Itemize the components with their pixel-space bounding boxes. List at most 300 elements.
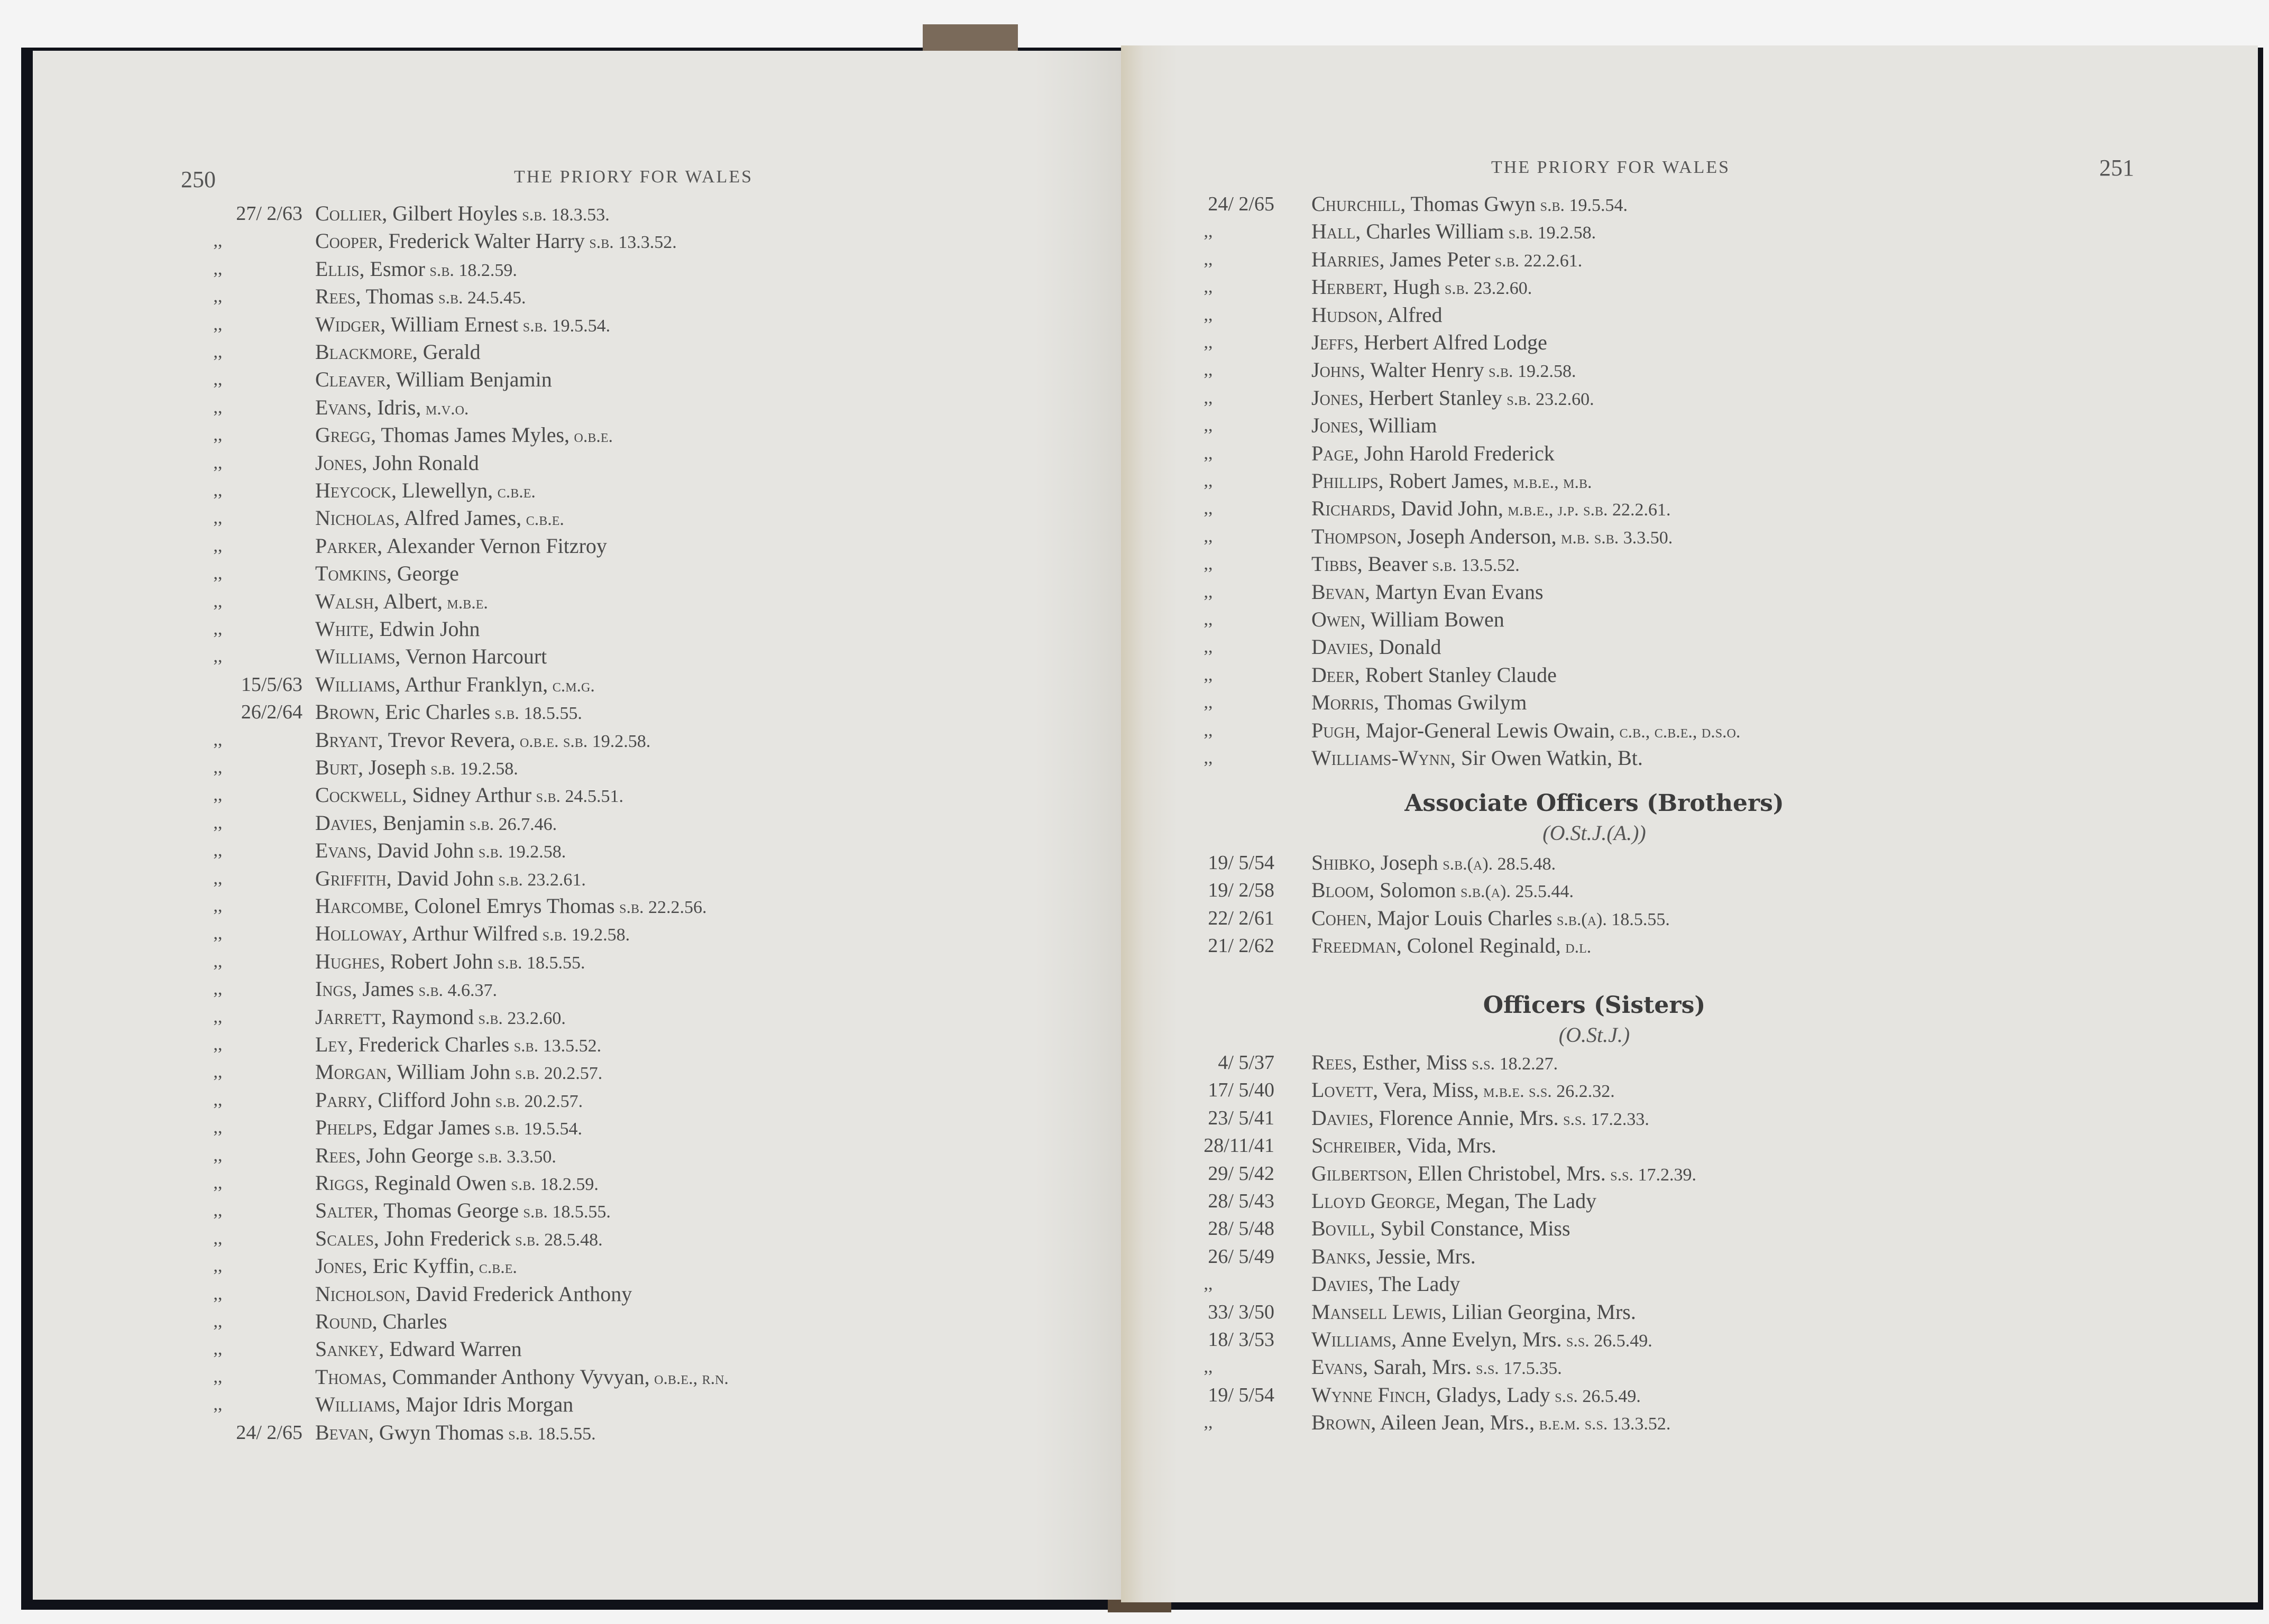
ditto-mark: ,, <box>213 1256 223 1276</box>
entry-honours: s.s. 17.2.39. <box>1605 1165 1696 1185</box>
entry-surname: Brown, <box>1311 1410 1376 1435</box>
ditto-mark: ,, <box>1204 360 1213 380</box>
entry-given-names: Clifford John <box>372 1087 491 1112</box>
entry-name <box>1311 1076 1615 1105</box>
entry-surname: Jones, <box>1311 413 1364 438</box>
ditto-mark: ,, <box>1204 277 1213 297</box>
entry-name <box>1311 578 1544 607</box>
entry-surname: Phelps, <box>315 1115 378 1140</box>
entry-given-names: Donald <box>1373 635 1441 659</box>
entry-surname: Cooper, <box>315 229 383 253</box>
entry-honours: s.b. 22.2.56. <box>614 898 707 917</box>
entry-given-names: Albert, <box>379 589 443 613</box>
entry-date: 19/ 2/58 <box>1208 879 1274 902</box>
entry-surname: Hughes, <box>315 949 385 973</box>
entry-honours: s.b. 19.2.58. <box>1484 362 1576 382</box>
entry-name <box>315 892 706 921</box>
entry-name <box>315 1225 603 1254</box>
entry-given-names: Vera, Miss, <box>1378 1078 1479 1102</box>
entry-honours: s.b. 18.3.53. <box>517 205 610 225</box>
ditto-mark: ,, <box>1204 1413 1213 1433</box>
ditto-mark: ,, <box>213 564 223 584</box>
entry-surname: Phillips, <box>1311 469 1384 493</box>
entry-name <box>1311 932 1591 961</box>
entry-name <box>315 366 552 395</box>
entry-given-names: Ellen Christobel, Mrs. <box>1412 1161 1606 1185</box>
entry-honours: m.b. s.b. 3.3.50. <box>1556 528 1673 548</box>
entry-surname: Harcombe, <box>315 894 409 918</box>
entry-surname: Williams, <box>315 1392 401 1417</box>
entry-given-names: Thomas <box>361 284 434 309</box>
entry-date: 26/2/64 <box>241 701 302 724</box>
entry-date: 22/ 2/61 <box>1208 907 1274 929</box>
entry-given-names: Major Idris Morgan <box>400 1392 574 1417</box>
entry-given-names: The Lady <box>1373 1272 1460 1296</box>
entry-honours: s.b. 19.2.58. <box>426 759 518 779</box>
entry-given-names: Walter Henry <box>1365 358 1484 382</box>
entry-given-names: Sarah, Mrs. <box>1368 1355 1472 1379</box>
entry-surname: Page, <box>1311 441 1359 465</box>
entry-name <box>315 837 566 866</box>
entry-surname: Bovill, <box>1311 1216 1375 1241</box>
entry-given-names: Megan, The Lady <box>1440 1189 1597 1213</box>
ditto-mark: ,, <box>213 1395 223 1415</box>
entry-surname: Wynne Finch, <box>1311 1382 1431 1407</box>
entry-surname: Gilbertson, <box>1311 1161 1413 1185</box>
ditto-mark: ,, <box>1204 665 1213 685</box>
entry-date: 33/ 3/50 <box>1208 1300 1274 1323</box>
ditto-mark: ,, <box>213 370 223 390</box>
entry-name <box>1311 523 1673 552</box>
entry-honours: s.b. 20.2.57. <box>510 1064 603 1084</box>
entry-surname: Johns, <box>1311 358 1365 382</box>
entry-honours: s.s. 18.2.27. <box>1467 1054 1558 1074</box>
entry-name <box>1311 440 1555 469</box>
entry-name <box>315 948 585 977</box>
entry-given-names: Joseph Anderson, <box>1402 524 1557 548</box>
entry-surname: Gregg, <box>315 423 376 447</box>
entry-honours: c.b.e. <box>521 510 564 530</box>
entry-honours: m.v.o. <box>421 399 469 419</box>
entry-given-names: Sidney Arthur <box>407 783 532 807</box>
entry-surname: Round, <box>315 1309 378 1333</box>
entry-name <box>315 532 607 561</box>
entry-name <box>315 1086 583 1115</box>
entry-given-names: Trevor Revera, <box>383 727 516 752</box>
entry-surname: Thompson, <box>1311 524 1402 548</box>
entry-given-names: Vida, Mrs. <box>1401 1133 1496 1158</box>
entry-honours: m.b.e. <box>442 593 488 613</box>
ditto-mark: ,, <box>1204 471 1213 491</box>
sisters-section-title: Officers (Sisters) <box>1483 992 1706 1019</box>
entry-surname: Evans, <box>315 838 372 863</box>
associate-section-title: Associate Officers (Brothers) <box>1404 790 1784 817</box>
entry-given-names: Robert Stanley Claude <box>1359 662 1557 687</box>
entry-honours: s.b. 18.5.55. <box>503 1424 596 1444</box>
entry-name <box>315 615 480 644</box>
entry-honours: s.b. 26.7.46. <box>465 814 557 834</box>
ditto-mark: ,, <box>1204 610 1213 629</box>
entry-surname: Banks, <box>1311 1244 1371 1268</box>
entry-date: 27/ 2/63 <box>236 202 302 225</box>
entry-surname: Hudson, <box>1311 302 1383 327</box>
entry-date: 4/ 5/37 <box>1218 1051 1274 1074</box>
entry-honours: s.s. 17.5.35. <box>1471 1359 1562 1379</box>
entry-name <box>315 588 488 617</box>
entry-honours: s.b. 13.3.52. <box>584 233 677 253</box>
entry-name <box>315 394 469 423</box>
entry-name <box>315 865 586 894</box>
entry-given-names: William Ernest <box>385 312 519 336</box>
entry-given-names: George <box>391 561 459 586</box>
entry-name <box>315 255 517 284</box>
entry-given-names: Robert James, <box>1383 469 1509 493</box>
entry-name <box>315 338 481 367</box>
entry-name <box>315 1252 517 1281</box>
ditto-mark: ,, <box>213 979 223 999</box>
entry-surname: Griffith, <box>315 866 392 890</box>
entry-given-names: Alfred James, <box>400 506 522 530</box>
entry-surname: Bevan, <box>1311 579 1370 604</box>
entry-given-names: Frederick Walter Harry <box>383 229 585 253</box>
entry-date: 19/ 5/54 <box>1208 852 1274 874</box>
entry-name <box>1311 1215 1570 1244</box>
entry-given-names: Jessie, Mrs. <box>1371 1244 1476 1268</box>
entry-honours: s.b. 24.5.51. <box>531 787 623 807</box>
entry-honours: s.b. 18.5.55. <box>519 1202 611 1222</box>
entry-surname: Holloway, <box>315 921 408 946</box>
entry-name <box>1311 1104 1649 1133</box>
entry-surname: Morgan, <box>315 1060 392 1084</box>
entry-honours: c.b., c.b.e., d.s.o. <box>1615 722 1741 742</box>
entry-surname: Brown, <box>315 700 380 724</box>
entry-surname: Herbert, <box>1311 275 1388 299</box>
entry-surname: Lloyd George, <box>1311 1189 1441 1213</box>
entry-name <box>1311 301 1443 330</box>
entry-given-names: David John <box>391 866 494 890</box>
entry-name <box>1311 717 1740 746</box>
entry-date: 18/ 3/53 <box>1208 1328 1274 1351</box>
ditto-mark: ,, <box>213 397 223 417</box>
entry-surname: Lovett, <box>1311 1078 1379 1102</box>
ditto-mark: ,, <box>213 1145 223 1165</box>
entry-name <box>1311 849 1556 878</box>
ditto-mark: ,, <box>213 591 223 611</box>
entry-honours: s.b. 19.2.58. <box>1504 223 1596 243</box>
entry-name <box>1311 1353 1562 1382</box>
entry-surname: Harries, <box>1311 247 1385 271</box>
ditto-mark: ,, <box>213 1339 223 1359</box>
entry-surname: Ings, <box>315 977 357 1001</box>
ditto-mark: ,, <box>213 1312 223 1331</box>
entry-date: 28/ 5/43 <box>1208 1190 1274 1212</box>
entry-date: 28/11/41 <box>1204 1134 1274 1157</box>
entry-name <box>315 477 536 506</box>
ditto-mark: ,, <box>1204 1274 1213 1294</box>
entry-honours: s.b. 4.6.37. <box>414 981 497 1001</box>
entry-honours: s.b. 23.2.60. <box>1502 389 1594 409</box>
ditto-mark: ,, <box>1204 1357 1213 1377</box>
entry-honours: s.b. 13.5.52. <box>1427 556 1520 576</box>
entry-name <box>315 671 595 700</box>
entry-name <box>315 1114 582 1143</box>
entry-surname: Owen, <box>1311 607 1366 631</box>
entry-surname: Sankey, <box>315 1337 384 1361</box>
entry-name <box>315 449 479 478</box>
entry-given-names: Beaver <box>1362 552 1428 576</box>
entry-surname: Jones, <box>315 450 368 475</box>
sisters-section-subtitle: (O.St.J.) <box>1558 1023 1630 1047</box>
entry-given-names: Lilian Georgina, Mrs. <box>1446 1299 1636 1324</box>
entry-name <box>1311 905 1670 934</box>
entry-surname: Bevan, <box>315 1420 374 1444</box>
entry-honours: c.b.e. <box>493 482 536 502</box>
entry-name <box>1311 495 1670 524</box>
entry-surname: Jarrett, <box>315 1004 387 1029</box>
entry-given-names: Herbert Stanley <box>1363 385 1502 410</box>
entry-name <box>315 311 610 340</box>
entry-date: 26/ 5/49 <box>1208 1245 1274 1268</box>
entry-name <box>1311 606 1504 635</box>
entry-date: 24/ 2/65 <box>1208 193 1274 215</box>
entry-date: 23/ 5/41 <box>1208 1106 1274 1129</box>
entry-name <box>1311 1381 1641 1410</box>
entry-given-names: Esmor <box>364 256 425 281</box>
entry-surname: Heycock, <box>315 478 397 502</box>
ditto-mark: ,, <box>213 342 223 362</box>
entry-given-names: John Frederick <box>379 1226 511 1250</box>
ditto-mark: ,, <box>213 425 223 445</box>
ditto-mark: ,, <box>213 813 223 833</box>
entry-given-names: Thomas Gwilym <box>1379 690 1527 715</box>
entry-given-names: Alfred <box>1383 302 1443 327</box>
entry-surname: Freedman, <box>1311 934 1402 958</box>
entry-surname: Riggs, <box>315 1171 370 1195</box>
entry-surname: Davies, <box>1311 1105 1374 1130</box>
entry-name <box>1311 1326 1652 1355</box>
entry-honours: s.b. 23.2.60. <box>474 1008 566 1028</box>
ditto-mark: ,, <box>213 508 223 528</box>
entry-name <box>315 698 582 727</box>
entry-given-names: Sybil Constance, Miss <box>1375 1216 1570 1241</box>
ditto-mark: ,, <box>213 1118 223 1138</box>
entry-given-names: Herbert Alfred Lodge <box>1358 330 1547 354</box>
entry-given-names: Arthur Wilfred <box>407 921 538 946</box>
entry-honours: s.b. 18.5.55. <box>490 704 582 724</box>
entry-name <box>1311 744 1643 773</box>
entry-honours: s.s. 17.2.33. <box>1558 1109 1649 1129</box>
entry-given-names: Joseph <box>1375 851 1438 874</box>
entry-surname: Walsh, <box>315 589 379 613</box>
entry-surname: Tibbs, <box>1311 552 1363 576</box>
entry-name <box>1311 246 1582 275</box>
entry-surname: Widger, <box>315 312 386 336</box>
entry-honours: s.b. 22.2.61. <box>1490 251 1583 271</box>
entry-given-names: Edgar James <box>377 1115 491 1140</box>
entry-name <box>315 643 547 672</box>
entry-given-names: James Peter <box>1384 247 1491 271</box>
entry-given-names: Llewellyn, <box>397 478 493 502</box>
running-head-left: THE PRIORY FOR WALES <box>514 167 753 187</box>
ditto-mark: ,, <box>213 924 223 944</box>
entry-given-names: Thomas James Myles, <box>376 423 570 447</box>
entry-surname: Hall, <box>1311 219 1361 244</box>
ditto-mark: ,, <box>213 1062 223 1082</box>
entry-name <box>315 1142 556 1171</box>
entry-date: 15/5/63 <box>241 673 302 696</box>
ditto-mark: ,, <box>213 1035 223 1054</box>
entry-name <box>1311 689 1527 718</box>
entry-given-names: Alexander Vernon Fitzroy <box>382 533 607 558</box>
entry-surname: Williams-Wynn, <box>1311 746 1456 770</box>
entry-honours: s.b.(a). 18.5.55. <box>1552 909 1670 929</box>
entry-given-names: William Benjamin <box>391 367 552 392</box>
entry-given-names: Thomas Gwyn <box>1406 192 1536 216</box>
entry-name <box>1311 1049 1558 1078</box>
ditto-mark: ,, <box>213 841 223 861</box>
entry-surname: Parry, <box>315 1087 373 1112</box>
entry-honours: s.s. 26.5.49. <box>1561 1331 1652 1351</box>
entry-surname: Ellis, <box>315 256 365 281</box>
entry-surname: Blackmore, <box>315 340 418 364</box>
entry-honours: s.s. 26.5.49. <box>1550 1386 1641 1406</box>
left-page <box>33 51 1122 1600</box>
entry-honours: d.l. <box>1560 937 1592 957</box>
entry-surname: Schreiber, <box>1311 1133 1402 1158</box>
ditto-mark: ,, <box>213 536 223 556</box>
entry-name <box>315 560 459 589</box>
entry-surname: Collier, <box>315 201 388 225</box>
entry-given-names: Colonel Emrys Thomas <box>409 894 615 918</box>
entry-given-names: William <box>1363 413 1437 438</box>
ditto-mark: ,, <box>213 619 223 639</box>
entry-surname: Rees, <box>315 1143 361 1167</box>
ditto-mark: ,, <box>1204 582 1213 602</box>
entry-honours: s.b. 24.5.45. <box>434 288 526 308</box>
entry-date: 24/ 2/65 <box>236 1421 302 1444</box>
ditto-mark: ,, <box>1204 554 1213 574</box>
entry-honours: s.b. 18.2.59. <box>425 260 517 280</box>
entry-name <box>1311 329 1547 358</box>
ditto-mark: ,, <box>213 453 223 473</box>
entry-honours: s.b. 3.3.50. <box>473 1147 556 1167</box>
entry-surname: Williams, <box>315 644 401 669</box>
entry-surname: Ley, <box>315 1032 353 1056</box>
ditto-mark: ,, <box>213 951 223 971</box>
entry-name <box>1311 1243 1476 1272</box>
entry-given-names: Gerald <box>417 340 481 364</box>
entry-name <box>315 1363 729 1392</box>
entry-surname: Cockwell, <box>315 783 407 807</box>
ditto-mark: ,, <box>1204 526 1213 546</box>
entry-name <box>1311 633 1441 662</box>
entry-given-names: Reginald Owen <box>369 1171 507 1195</box>
entry-honours: b.e.m. s.s. 13.3.52. <box>1535 1414 1671 1434</box>
entry-given-names: Benjamin <box>377 810 465 835</box>
entry-surname: Burt, <box>315 755 363 779</box>
entry-name <box>315 1391 573 1420</box>
ditto-mark: ,, <box>213 647 223 667</box>
ditto-mark: ,, <box>213 1201 223 1221</box>
ditto-mark: ,, <box>213 1284 223 1304</box>
ditto-mark: ,, <box>1204 222 1213 242</box>
entry-surname: Davies, <box>1311 635 1374 659</box>
entry-given-names: Joseph <box>363 755 426 779</box>
ditto-mark: ,, <box>213 785 223 805</box>
entry-name <box>315 1308 447 1337</box>
entry-name <box>315 1169 599 1198</box>
entry-given-names: Solomon <box>1374 878 1456 902</box>
book-spine-top <box>923 24 1018 51</box>
ditto-mark: ,, <box>213 259 223 279</box>
entry-given-names: Gilbert Hoyles <box>387 201 518 225</box>
entry-surname: Williams, <box>315 672 401 696</box>
entry-honours: s.b.(a). 25.5.44. <box>1456 882 1574 902</box>
ditto-mark: ,, <box>213 730 223 750</box>
entry-date: 21/ 2/62 <box>1208 935 1274 957</box>
entry-name <box>1311 218 1596 247</box>
entry-given-names: James <box>357 977 415 1001</box>
entry-name <box>315 809 557 838</box>
entry-surname: Bloom, <box>1311 878 1375 902</box>
entry-given-names: Edwin John <box>374 617 480 641</box>
ditto-mark: ,, <box>1204 387 1213 408</box>
entry-surname: Davies, <box>315 810 378 835</box>
entry-given-names: Gladys, Lady <box>1431 1382 1550 1407</box>
entry-surname: Nicholas, <box>315 506 400 530</box>
entry-name <box>315 726 650 755</box>
entry-given-names: Idris, <box>372 395 421 419</box>
entry-given-names: Charles <box>377 1309 447 1333</box>
entry-given-names: Sir Owen Watkin, Bt. <box>1456 746 1643 770</box>
entry-surname: Jeffs, <box>1311 330 1359 354</box>
ditto-mark: ,, <box>213 758 223 777</box>
entry-given-names: William Bowen <box>1365 607 1504 631</box>
entry-surname: Morris, <box>1311 690 1380 715</box>
entry-surname: Rees, <box>1311 1050 1357 1074</box>
ditto-mark: ,, <box>213 1173 223 1193</box>
ditto-mark: ,, <box>213 868 223 888</box>
entry-given-names: David John <box>372 838 474 863</box>
entry-honours: s.b. 19.5.54. <box>518 316 611 336</box>
entry-name <box>315 504 564 533</box>
entry-given-names: Major-General Lewis Owain, <box>1360 718 1615 742</box>
entry-name <box>315 283 526 312</box>
entry-surname: Cohen, <box>1311 906 1372 930</box>
entry-name <box>1311 356 1576 385</box>
entry-name <box>1311 1160 1696 1189</box>
ditto-mark: ,, <box>1204 333 1213 352</box>
entry-honours: s.b. 13.5.52. <box>509 1036 602 1056</box>
entry-surname: Richards, <box>1311 496 1396 521</box>
entry-surname: Williams, <box>1311 1327 1397 1351</box>
entry-surname: Pugh, <box>1311 718 1361 742</box>
entry-surname: Shibko, <box>1311 851 1375 874</box>
ditto-mark: ,, <box>213 1367 223 1387</box>
ditto-mark: ,, <box>213 481 223 500</box>
entry-name <box>315 1335 522 1364</box>
entry-name <box>315 1197 611 1226</box>
entry-honours: s.b. 19.2.58. <box>538 925 630 945</box>
ditto-mark: ,, <box>1204 637 1213 657</box>
ditto-mark: ,, <box>213 896 223 916</box>
entry-given-names: Gwyn Thomas <box>373 1420 504 1444</box>
entry-given-names: John George <box>361 1143 474 1167</box>
entry-surname: Cleaver, <box>315 367 391 392</box>
entry-name <box>1311 550 1520 579</box>
entry-surname: Evans, <box>1311 1355 1368 1379</box>
page-number-right: 251 <box>2099 155 2134 181</box>
